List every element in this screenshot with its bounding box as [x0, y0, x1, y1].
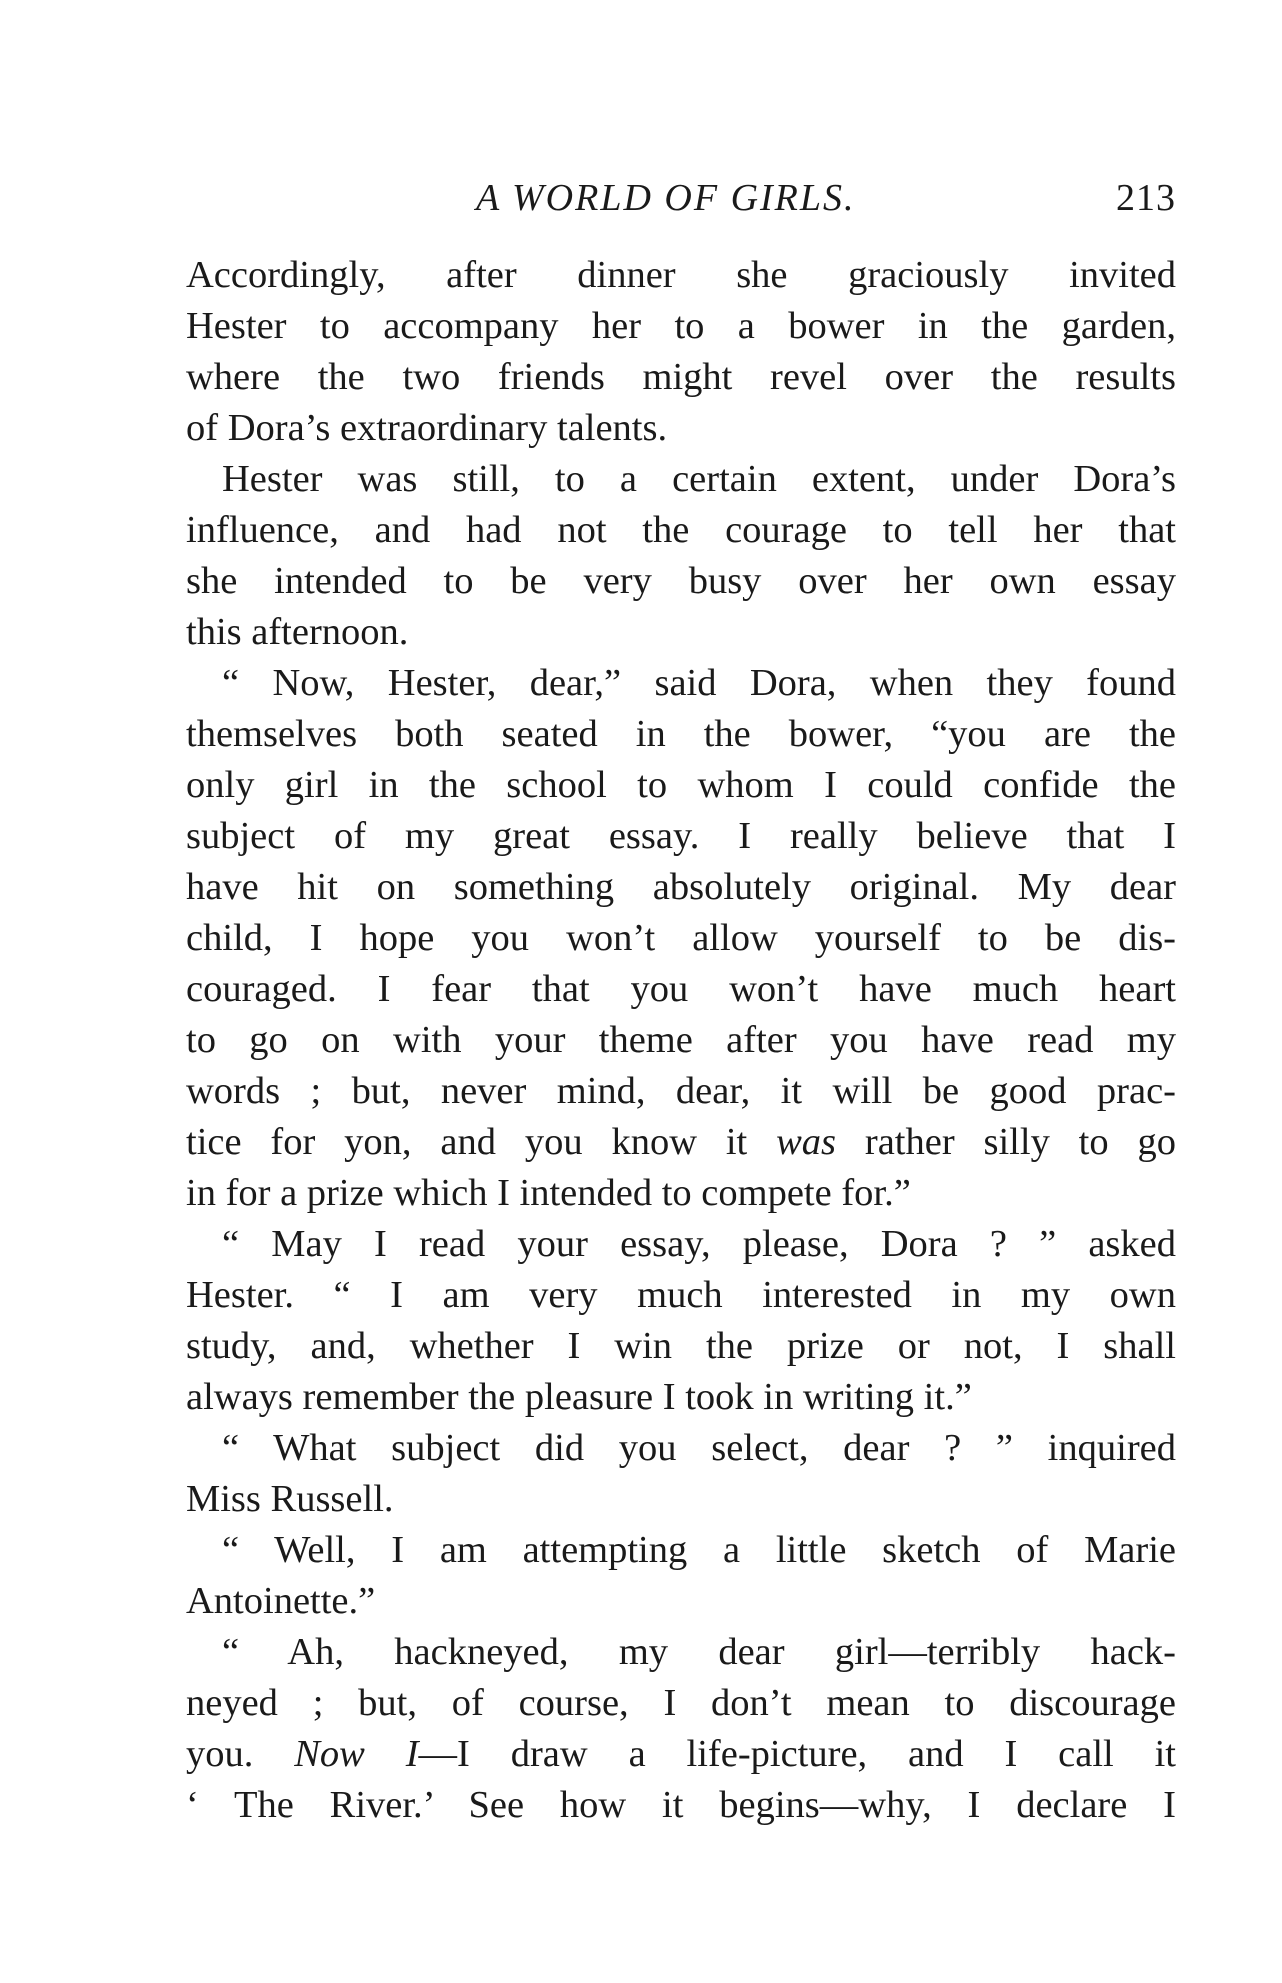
running-title: A WORLD OF GIRLS. [476, 177, 856, 219]
text-segment: tice for yon, and you know it [186, 1121, 777, 1163]
italic-emphasis: Now I [294, 1733, 419, 1775]
page-number: 213 [1116, 177, 1176, 219]
text-line: “ Well, I am attempting a little sketch of Marie [222, 1529, 1176, 1571]
italic-emphasis: was [776, 1121, 837, 1163]
text-line: only girl in the school to whom I could confide the [186, 764, 1176, 806]
running-head [186, 176, 1176, 226]
text-line: always remember the pleasure I took in writing it.” [186, 1376, 972, 1418]
text-line: “ Ah, hackneyed, my dear girl—terribly hack- [222, 1631, 1176, 1673]
text-line: “ What subject did you select, dear ? ” inquired [222, 1427, 1176, 1469]
text-segment: you. [186, 1733, 295, 1775]
text-segment: —I draw a life-picture, and I call it [418, 1733, 1176, 1775]
text-line: to go on with your theme after you have read my [186, 1019, 1176, 1061]
text-line: she intended to be very busy over her own essay [186, 560, 1176, 602]
text-line [186, 1117, 1176, 1168]
text-line: “ May I read your essay, please, Dora ? ” asked [222, 1223, 1176, 1265]
text-line: child, I hope you won’t allow yourself to be dis- [186, 917, 1176, 959]
text-line: in for a prize which I intended to compete for.” [186, 1172, 911, 1214]
text-line: Accordingly, after dinner she graciously invited [186, 254, 1176, 296]
text-line: Hester was still, to a certain extent, under Dora’s [222, 458, 1176, 500]
text-line: “ Now, Hester, dear,” said Dora, when they found [222, 662, 1176, 704]
text-line: ‘ The River.’ See how it begins—why, I declare I [186, 1784, 1176, 1826]
text-line: couraged. I fear that you won’t have much heart [186, 968, 1176, 1010]
text-line: Hester to accompany her to a bower in the garden, [186, 305, 1176, 347]
text-line: neyed ; but, of course, I don’t mean to discourage [186, 1682, 1176, 1724]
text-line: themselves both seated in the bower, “you are the [186, 713, 1176, 755]
text-line [186, 1729, 1176, 1780]
text-line: study, and, whether I win the prize or not, I shall [186, 1325, 1176, 1367]
text-line: words ; but, never mind, dear, it will be good prac- [186, 1070, 1176, 1112]
body-text [186, 250, 1176, 1831]
text-line: Hester. “ I am very much interested in my own [186, 1274, 1176, 1316]
text-line: this afternoon. [186, 611, 409, 653]
text-segment: rather silly to go [836, 1121, 1176, 1163]
text-line: Antoinette.” [186, 1580, 376, 1622]
text-line: of Dora’s extraordinary talents. [186, 407, 668, 449]
text-line: have hit on something absolutely original. My dear [186, 866, 1176, 908]
text-line: influence, and had not the courage to tell her that [186, 509, 1176, 551]
text-line: Miss Russell. [186, 1478, 394, 1520]
text-line: subject of my great essay. I really believe that I [186, 815, 1176, 857]
text-line: where the two friends might revel over the results [186, 356, 1176, 398]
